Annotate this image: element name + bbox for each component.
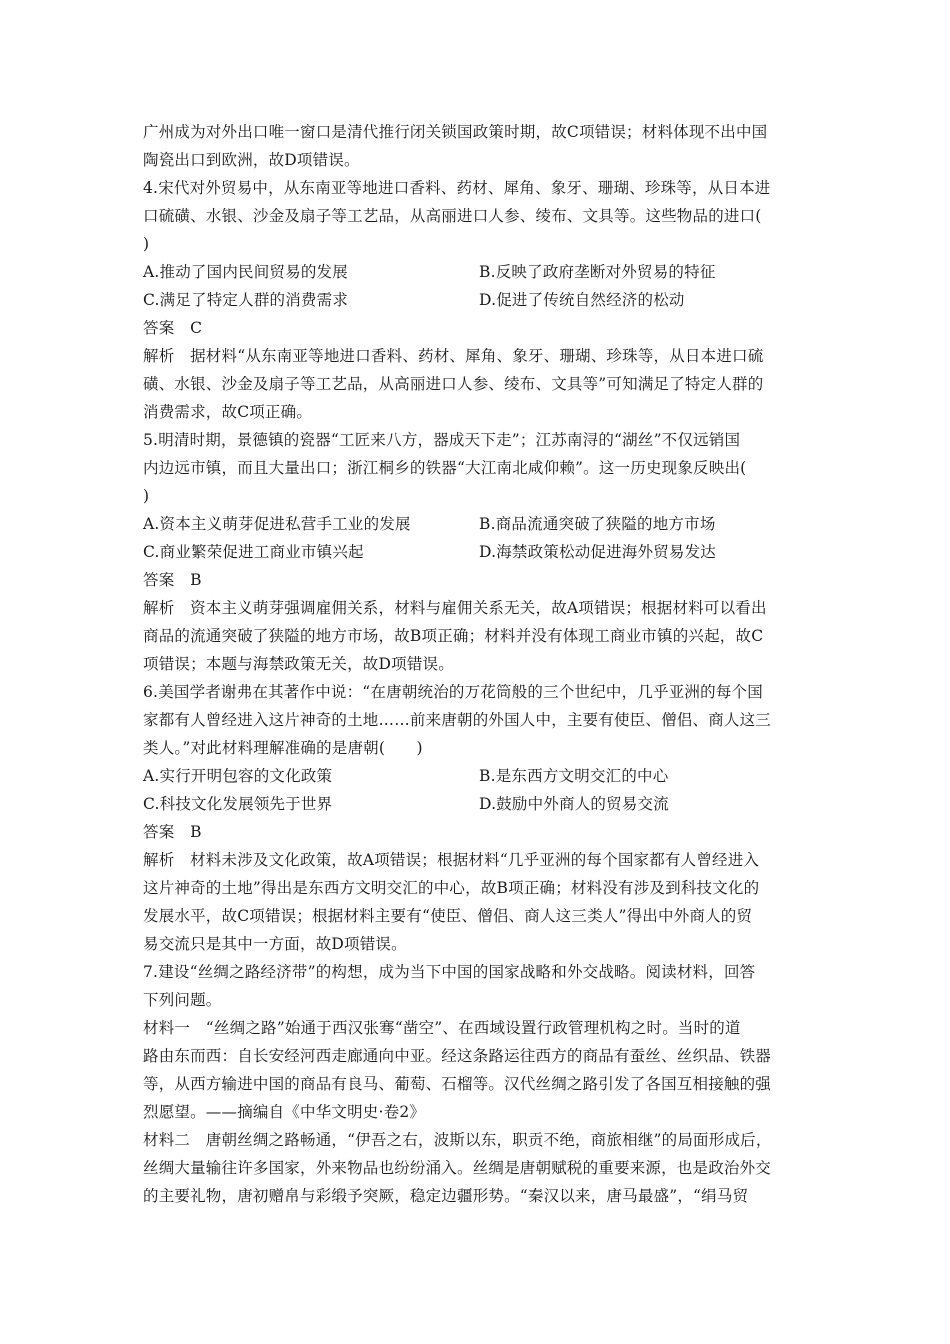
question-5-stem: 5.明清时期，景德镇的瓷器“工匠来八方，器成天下走”；江苏南浔的“湖丝”不仅远销国	[143, 431, 741, 449]
analysis-line: 消费需求，故C项正确。	[143, 403, 313, 421]
question-4-stem: 口硫磺、水银、沙金及扇子等工艺品，从高丽进口人参、绫布、文具等。这些物品的进口(	[143, 207, 762, 225]
material-one-line: 烈愿望。——摘编自《中华文明史·卷2》	[143, 1103, 426, 1121]
material-two-line: 材料二 唐朝丝绸之路畅通，“伊吾之右，波斯以东，职贡不绝，商旅相继”的局面形成后，	[143, 1131, 772, 1149]
document-page	[143, 118, 813, 1210]
option-d: D.促进了传统自然经济的松动	[479, 291, 685, 309]
material-one-line: 路由东而西：自长安经河西走廊通向中亚。经这条路运往西方的商品有蚕丝、丝织品、铁器	[143, 1047, 772, 1065]
option-b: B.反映了政府垄断对外贸易的特征	[479, 263, 716, 281]
question-5-options-row	[143, 510, 813, 538]
question-5-options-row	[143, 538, 813, 566]
text-line: 陶瓷出口到欧洲，故D项错误。	[143, 151, 360, 169]
question-4-options-row	[143, 258, 813, 286]
option-c: C.商业繁荣促进工商业市镇兴起	[143, 543, 364, 561]
material-two-line: 的主要礼物，唐初赠帛与彩缎予突厥，稳定边疆形势。“秦汉以来，唐马最盛”，“绢马贸	[143, 1187, 749, 1205]
option-b: B.是东西方文明交汇的中心	[479, 767, 669, 785]
material-two-line: 丝绸大量输往许多国家，外来物品也纷纷涌入。丝绸是唐朝赋税的重要来源，也是政治外交	[143, 1159, 772, 1177]
question-6-options-row	[143, 790, 813, 818]
analysis-line: 发展水平，故C项错误；根据材料主要有“使臣、僧侣、商人这三类人”得出中外商人的贸	[143, 907, 753, 925]
analysis-line: 解析 材料未涉及文化政策，故A项错误；根据材料“几乎亚洲的每个国家都有人曾经进入	[143, 851, 760, 869]
analysis-line: 解析 资本主义萌芽强调雇佣关系，材料与雇佣关系无关，故A项错误；根据材料可以看出	[143, 599, 767, 617]
option-c: C.满足了特定人群的消费需求	[143, 291, 349, 309]
option-c: C.科技文化发展领先于世界	[143, 795, 333, 813]
question-5-blank: )	[143, 487, 150, 505]
analysis-line: 解析 据材料“从东南亚等地进口香料、药材、犀角、象牙、珊瑚、珍珠等，从日本进口硫	[143, 347, 764, 365]
question-7-stem: 7.建设“丝绸之路经济带”的构想，成为当下中国的国家战略和外交战略。阅读材料，回答	[143, 963, 756, 981]
option-a: A.资本主义萌芽促进私营手工业的发展	[143, 515, 411, 533]
question-6-stem: 家都有人曾经进入这片神奇的土地……前来唐朝的外国人中，主要有使臣、僧侣、商人这三	[143, 711, 772, 729]
material-one-line: 等，从西方输进中国的商品有良马、葡萄、石榴等。汉代丝绸之路引发了各国互相接触的强	[143, 1075, 772, 1093]
option-a: A.推动了国内民间贸易的发展	[143, 263, 348, 281]
question-6-options-row	[143, 762, 813, 790]
option-d: D.鼓励中外商人的贸易交流	[479, 795, 669, 813]
answer-line: 答案 C	[143, 319, 203, 337]
option-a: A.实行开明包容的文化政策	[143, 767, 333, 785]
analysis-line: 易交流只是其中一方面，故D项错误。	[143, 935, 407, 953]
question-7-stem: 下列问题。	[143, 991, 222, 1009]
answer-line: 答案 B	[143, 571, 202, 589]
option-b: B.商品流通突破了狭隘的地方市场	[479, 515, 716, 533]
question-4-stem: 4.宋代对外贸易中，从东南亚等地进口香料、药材、犀角、象牙、珊瑚、珍珠等，从日本进	[143, 179, 771, 197]
text-line: 广州成为对外出口唯一窗口是清代推行闭关锁国政策时期，故C项错误；材料体现不出中国	[143, 123, 768, 141]
question-4-options-row	[143, 286, 813, 314]
analysis-line: 项错误；本题与海禁政策无关，故D项错误。	[143, 655, 454, 673]
question-6-stem: 6.美国学者谢弗在其著作中说：“在唐朝统治的万花筒般的三个世纪中，几乎亚洲的每个国	[143, 683, 763, 701]
material-one-line: 材料一 “丝绸之路”始通于西汉张骞“凿空”、在西域设置行政管理机构之时。当时的道	[143, 1019, 741, 1037]
question-5-stem: 内边远市镇，而且大量出口；浙江桐乡的铁器“大江南北咸仰赖”。这一历史现象反映出(	[143, 459, 747, 477]
analysis-line: 商品的流通突破了狭隘的地方市场，故B项正确；材料并没有体现工商业市镇的兴起，故C	[143, 627, 764, 645]
answer-line: 答案 B	[143, 823, 202, 841]
analysis-line: 这片神奇的土地”得出是东西方文明交汇的中心，故B项正确；材料没有涉及到科技文化的	[143, 879, 760, 897]
question-6-stem: 类人。”对此材料理解准确的是唐朝( )	[143, 739, 423, 757]
question-4-blank: )	[143, 235, 150, 253]
analysis-line: 磺、水银、沙金及扇子等工艺品，从高丽进口人参、绫布、文具等”可知满足了特定人群的	[143, 375, 764, 393]
option-d: D.海禁政策松动促进海外贸易发达	[479, 543, 717, 561]
